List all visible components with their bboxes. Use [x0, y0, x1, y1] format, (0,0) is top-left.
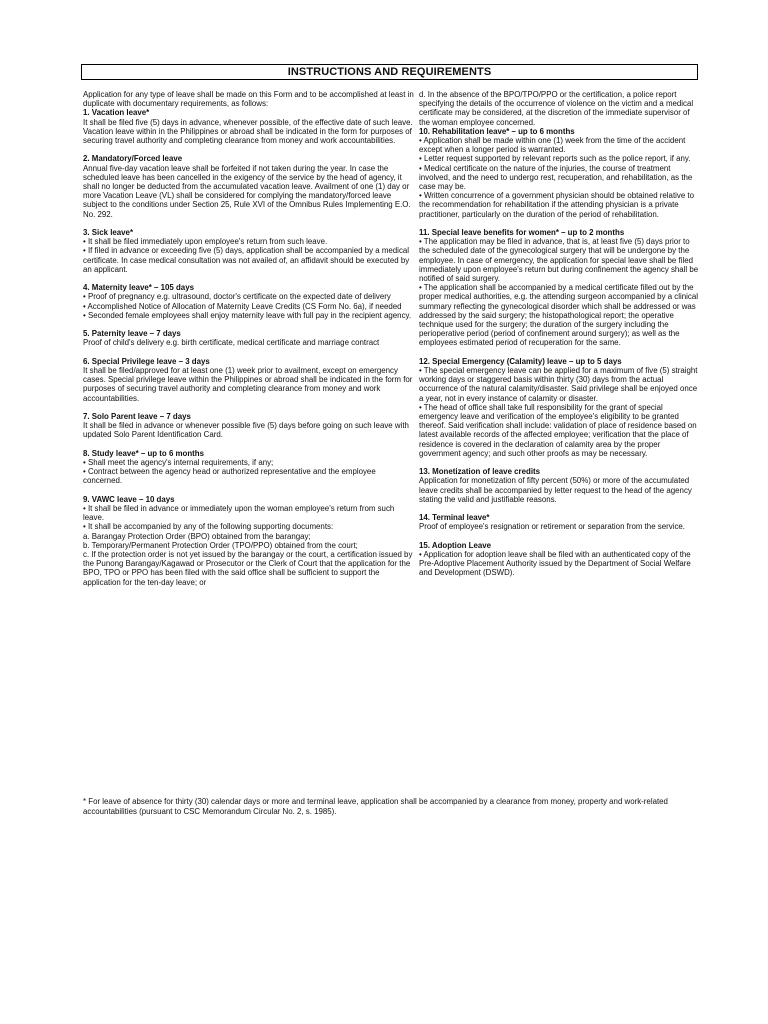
section-heading: 15. Adoption Leave — [419, 540, 492, 550]
section-line: • Proof of pregnancy e.g. ultrasound, doctor's certificate on the expected date of delivery — [83, 292, 391, 302]
footnote: * For leave of absence for thirty (30) calendar days or more and terminal leave, application shall be accompanied by a clearance from money, property and work-related accountabilities (pursuant to CSC Memorandum Circular No. 2, s. 1985). — [83, 797, 668, 816]
leave-section — [419, 541, 701, 578]
leave-section — [419, 467, 701, 504]
section-line: • It shall be filed immediately upon employee's return from such leave. — [83, 237, 328, 247]
leave-section — [83, 329, 415, 347]
section-heading: 11. Special leave benefits for women* – up to 2 months — [419, 228, 625, 238]
section-heading: 6. Special Privilege leave – 3 days — [83, 356, 210, 366]
leave-section — [83, 357, 415, 403]
leave-section — [419, 357, 701, 458]
section-line: It shall be filed/approved for at least one (1) week prior to availment, except on emergency cases. Special privilege leave within the Philippines or abroad shall be indicated in the form for purposes of securing travel authority and completing clearance from money and work accountabilities. — [83, 366, 413, 403]
section-heading: 5. Paternity leave – 7 days — [83, 329, 181, 339]
section-line: • Written concurrence of a government physician should be obtained relative to the recommendation for rehabilitation if the attending physician is a private practitioner, particularly on the duration of the period of rehabilitation. — [419, 191, 695, 219]
section-line: It shall be filed in advance or whenever possible five (5) days before going on such leave with updated Solo Parent Identification Card. — [83, 421, 409, 440]
right-column — [419, 90, 701, 578]
section-heading: 3. Sick leave* — [83, 228, 134, 238]
section-line: a. Barangay Protection Order (BPO) obtained from the barangay; — [83, 531, 311, 541]
section-line: • The application may be filed in advance, that is, at least five (5) days prior to the scheduled date of the gynecological surgery that will be undergone by the employee. In case of emergency, the application for special leave shall be filed immediately upon employee's return but during confinement the agency shall be notified of said surgery. — [419, 237, 699, 284]
intro-paragraph — [83, 90, 415, 108]
section-line: • Application shall be made within one (1) week from the time of the accident except when a longer period is warranted. — [419, 136, 686, 155]
section-line: c. If the protection order is not yet issued by the barangay or the court, a certification issued by the Punong Barangay/Kagawad or Prosecutor or the Clerk of Court that the application for the BPO, TPO or PPO has been filed with the said office shall be sufficient to support the application for the ten-day leave; or — [83, 550, 413, 587]
right-sections — [419, 127, 701, 578]
section-line: • Seconded female employees shall enjoy maternity leave with full pay in the recipient agency. — [83, 310, 412, 320]
leave-section — [419, 228, 701, 348]
section-line: Proof of employee's resignation or retirement or separation from the service. — [419, 522, 685, 532]
section-line: Proof of child's delivery e.g. birth certificate, medical certificate and marriage contract — [83, 338, 380, 348]
section-line: • It shall be accompanied by any of the following supporting documents: — [83, 522, 334, 532]
intro-text: Application for any type of leave shall be made on this Form and to be accomplished at least in duplicate with documentary requirements, as follows: — [83, 90, 414, 109]
section-line: Application for monetization of fifty percent (50%) or more of the accumulated leave credits shall be accompanied by letter request to the head of the agency stating the valid and justifiable reasons. — [419, 476, 692, 504]
section-line: Annual five-day vacation leave shall be forfeited if not taken during the year. In case the scheduled leave has been cancelled in the exigency of the service by the head of agency, it shall no longer be deducted from the accumulated vacation leave. Availment of one (1) day or more Vacation Leave (VL) shall be considered for complying the mandatory/forced leave subject to the conditions under Section 25, Rule XVI of the Omnibus Rules Implementing E.O. No. 292. — [83, 163, 411, 219]
section-line: • Shall meet the agency's internal requirements, if any; — [83, 458, 274, 468]
section-line: • Letter request supported by relevant reports such as the police report, if any. — [419, 154, 691, 164]
left-column — [83, 90, 415, 587]
section-heading: 7. Solo Parent leave – 7 days — [83, 412, 191, 422]
leave-section — [83, 154, 415, 218]
leave-section — [83, 449, 415, 486]
page-title: INSTRUCTIONS AND REQUIREMENTS — [81, 64, 698, 80]
leave-section — [83, 283, 415, 320]
section-line: • Application for adoption leave shall be filed with an authenticated copy of the Pre-Adoptive Placement Authority issued by the Department of Social Welfare and Development (DSWD). — [419, 550, 691, 578]
left-sections — [83, 108, 415, 586]
leave-section — [83, 495, 415, 587]
leave-section — [419, 127, 701, 219]
vawc-continuation — [419, 90, 701, 127]
leave-section — [83, 108, 415, 145]
section-heading: 14. Terminal leave* — [419, 513, 490, 523]
section-heading: 10. Rehabilitation leave* – up to 6 months — [419, 126, 575, 136]
section-line: • It shall be filed in advance or immediately upon the woman employee's return from such leave. — [83, 504, 395, 523]
section-line: • Contract between the agency head or authorized representative and the employee concerned. — [83, 467, 376, 486]
section-heading: 1. Vacation leave* — [83, 108, 150, 118]
section-line: • The head of office shall take full responsibility for the grant of special emergency leave and verification of the employee's eligibility to be granted thereof. Said verification shall include: validation of place of residence based on latest available records of the affected employee; verification that the place of residence is covered in the declaration of calamity area by the proper government agency; and such other proofs as may be necessary. — [419, 402, 697, 458]
leave-section — [83, 228, 415, 274]
section-line: • Accomplished Notice of Allocation of Maternity Leave Credits (CS Form No. 6a), if needed — [83, 301, 402, 311]
section-heading: 13. Monetization of leave credits — [419, 467, 541, 477]
section-line: • Medical certificate on the nature of the injuries, the course of treatment involved, and the need to undergo rest, recuperation, and rehabilitation, as the case may be. — [419, 163, 693, 192]
section-heading: 2. Mandatory/Forced leave — [83, 154, 183, 164]
section-heading: 4. Maternity leave* – 105 days — [83, 283, 194, 293]
section-heading: 9. VAWC leave – 10 days — [83, 494, 175, 504]
section-line: • The special emergency leave can be applied for a maximum of five (5) straight working days or staggered basis within thirty (30) days from the actual occurrence of the natural calamity/disaster. Said privilege shall be enjoyed once a year, not in every instance of calamity or disaster. — [419, 366, 698, 403]
section-line: • If filed in advance or exceeding five (5) days, application shall be accompanied by a medical certificate. In case medical consultation was not availed of, an affidavit should be executed by an applicant. — [83, 246, 410, 274]
vawc-continuation-text: d. In the absence of the BPO/TPO/PPO or the certification, a police report specifying the details of the occurrence of violence on the victim and a medical certificate may be considered, at the discretion of the immediate supervisor of the woman employee concerned. — [419, 90, 694, 127]
section-heading: 12. Special Emergency (Calamity) leave – up to 5 days — [419, 356, 622, 366]
leave-section — [83, 412, 415, 440]
section-heading: 8. Study leave* – up to 6 months — [83, 448, 205, 458]
leave-section — [419, 513, 701, 531]
section-line: b. Temporary/Permanent Protection Order (TPO/PPO) obtained from the court; — [83, 540, 358, 550]
section-line: • The application shall be accompanied by a medical certificate filled out by the proper medical authorities, e.g. the attending surgeon accompanied by a clinical summary reflecting the gynecological disorder which shall be addressed or was addressed by the said surgery; the histopathological report; the operative technique used for the surgery; the duration of the surgery including the perioperative period (period of confinement around surgery); as well as the employees estimated period of recuperation for the same. — [419, 283, 698, 348]
section-line: It shall be filed five (5) days in advance, whenever possible, of the effective date of such leave. Vacation leave within in the Philippines or abroad shall be indicated in the form for purposes of securing travel authority and completing clearance from money and work accountabilities. — [83, 117, 413, 146]
